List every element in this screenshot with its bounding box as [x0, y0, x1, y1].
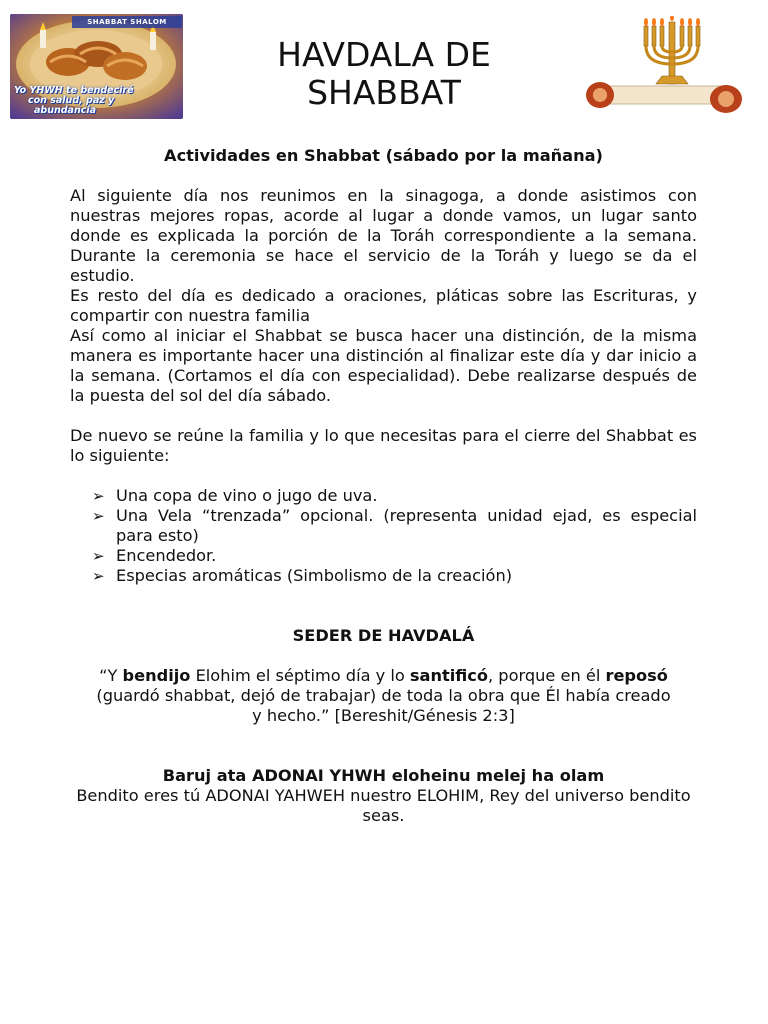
spacer: [70, 166, 697, 186]
paragraph: Al siguiente día nos reunimos en la sinagoga, a donde asistimos con nuestras mejores ropas, acorde al lugar a donde vamos, un lugar santo donde es explicada la porción de la Toráh correspondiente a la semana. Durante la ceremonia se hace el servicio de la Toráh y luego se da el estudio.: [70, 186, 697, 285]
spacer: [70, 466, 697, 486]
shabbat-bread-logo: [10, 14, 183, 119]
quote-text: Elohim el séptimo día y lo: [190, 666, 410, 685]
list-item-text: Una copa de vino o jugo de uva.: [116, 486, 378, 505]
list-item: [92, 486, 697, 506]
title-line-1: HAVDALA DE: [277, 35, 491, 74]
quote-text: (guardó shabbat, dejó de trabajar) de toda la obra que Él había creado y hecho.” [Bereshit/Génesis 2:3]: [96, 686, 671, 725]
logo-blessing: [14, 85, 134, 116]
arrow-bullet-icon: ➢: [92, 567, 105, 585]
paragraph: Así como al iniciar el Shabbat se busca hacer una distinción, de la misma manera es importante hacer una distinción al finalizar este día y dar inicio a la semana. (Cortamos el día con especialidad). Debe realizarse después de la puesta del sol del día sábado.: [70, 326, 697, 405]
section-heading: Actividades en Shabbat (sábado por la mañana): [164, 146, 603, 165]
title-line-2: SHABBAT: [307, 73, 461, 112]
arrow-bullet-icon: ➢: [92, 487, 105, 505]
spacer: [70, 606, 697, 626]
list-item: [92, 546, 697, 566]
spacer: [70, 646, 697, 666]
list-item: [92, 566, 697, 586]
arrow-bullet-icon: ➢: [92, 547, 105, 565]
logo-blessing-line: Yo YHWH te bendeciré: [14, 85, 134, 96]
paragraph: Es resto del día es dedicado a oraciones, pláticas sobre las Escrituras, y compartir con nuestra familia: [70, 286, 697, 325]
page-title: [240, 36, 528, 112]
section-heading: SEDER DE HAVDALÁ: [292, 626, 475, 645]
quote-emphasis: santificó: [409, 666, 489, 685]
quote-emphasis: bendijo: [122, 666, 191, 685]
document-body: [70, 146, 697, 826]
list-item-text: Encendedor.: [116, 546, 217, 565]
arrow-bullet-icon: ➢: [92, 507, 105, 525]
logo-seal-text: SHABBAT SHALOM: [87, 18, 167, 26]
blessing-hebrew: Baruj ata ADONAI YHWH eloheinu melej ha olam: [162, 766, 605, 785]
menorah-and-torah-scroll-image: [582, 16, 744, 116]
quote-text: “Y: [99, 666, 123, 685]
spacer: [70, 406, 697, 426]
supplies-list: [70, 486, 697, 586]
spacer: [70, 586, 697, 606]
blessing-translation: Bendito eres tú ADONAI YAHWEH nuestro ELOHIM, Rey del universo bendito seas.: [76, 786, 691, 825]
list-item-text: Una Vela “trenzada” opcional. (representa unidad ejad, es especial para esto): [116, 506, 697, 545]
spacer: [70, 726, 697, 746]
spacer: [70, 746, 697, 766]
scripture-quote: [70, 666, 697, 726]
logo-blessing-line: con salud, paz y: [28, 95, 115, 106]
quote-emphasis: reposó: [605, 666, 668, 685]
list-item-text: Especias aromáticas (Simbolismo de la creación): [116, 566, 513, 585]
quote-text: , porque en él: [488, 666, 606, 685]
menorah-logo: [582, 16, 744, 116]
logo-blessing-line: abundancia: [34, 105, 97, 116]
list-intro: De nuevo se reúne la familia y lo que necesitas para el cierre del Shabbat es lo siguiente:: [70, 426, 697, 465]
list-item: [92, 506, 697, 546]
